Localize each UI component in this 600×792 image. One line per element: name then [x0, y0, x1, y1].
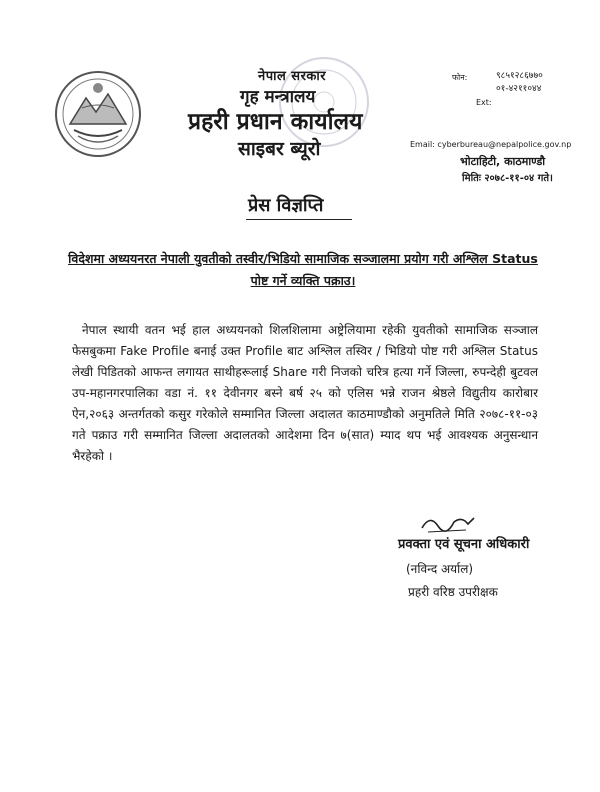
office-name: प्रहरी प्रधान कार्यालय	[188, 109, 363, 135]
ministry-name: गृह मन्त्रालय	[240, 87, 316, 107]
page-title: प्रेस विज्ञप्ति	[248, 195, 324, 216]
subject-text: विदेशमा अध्ययनरत नेपाली युवतीको तस्वीर/भिडियो सामाजिक सञ्जालमा प्रयोग गरी अश्लिल Status पोष्ट गर्ने व्यक्ति पक्राउ।	[68, 251, 538, 288]
phone-number-1: ९८५१२८६७७०	[496, 71, 543, 81]
nepal-emblem-icon	[52, 68, 144, 160]
title-underline	[246, 219, 352, 220]
subject-line	[64, 248, 542, 292]
signatory-title: प्रवक्ता एवं सूचना अधिकारी	[398, 537, 530, 552]
release-date: मितिः २०७८-११-०४ गते।	[462, 173, 553, 184]
email-address: Email: cyberbureau@nepalpolice.gov.np	[410, 140, 572, 149]
bureau-name: साइबर ब्यूरो	[238, 138, 321, 160]
office-address: भोटाहिटी, काठमाण्डौ	[460, 155, 546, 168]
government-name: नेपाल सरकार	[258, 69, 327, 84]
body-paragraph: नेपाल स्थायी वतन भई हाल अध्ययनको शिलशिलामा अष्ट्रेलियामा रहेकी युवतीको सामाजिक सञ्जाल फेसबुकमा Fake Profile बनाई उक्त Profile बाट अश्लिल तस्विर / भिडियो पोष्ट गरी अश्लिल Status लेखी पिडितको आफन्त लगायत साथीहरूलाई Share गरी निजको चरित्र हत्या गर्ने जिल्ला, रुपन्देही बुटवल उप-महानगरपालिका वडा नं. ११ देवीनगर बस्ने बर्ष २५ को एलिस भन्ने राजन श्रेष्ठले विद्युतीय कारोबार ऐन,२०६३ अन्तर्गतको कसुर गरेकोले सम्मानित जिल्ला अदालत काठमाण्डौको अनुमतिले मिति २०७८-११-०३ गते पक्राउ गरी सम्मानित जिल्ला अदालतको आदेशमा दिन ७(सात) म्याद थप भई आवश्यक अनुसन्धान भैरहेको ।	[72, 323, 538, 463]
signatory-name: (नविन्द अर्याल)	[406, 562, 474, 576]
phone-label: फोन:	[452, 73, 468, 82]
signatory-rank: प्रहरी वरिष्ठ उपरीक्षक	[408, 585, 498, 599]
phone-number-2: ०१-४२११०४४	[496, 84, 542, 94]
ext-label: Ext:	[476, 98, 492, 107]
